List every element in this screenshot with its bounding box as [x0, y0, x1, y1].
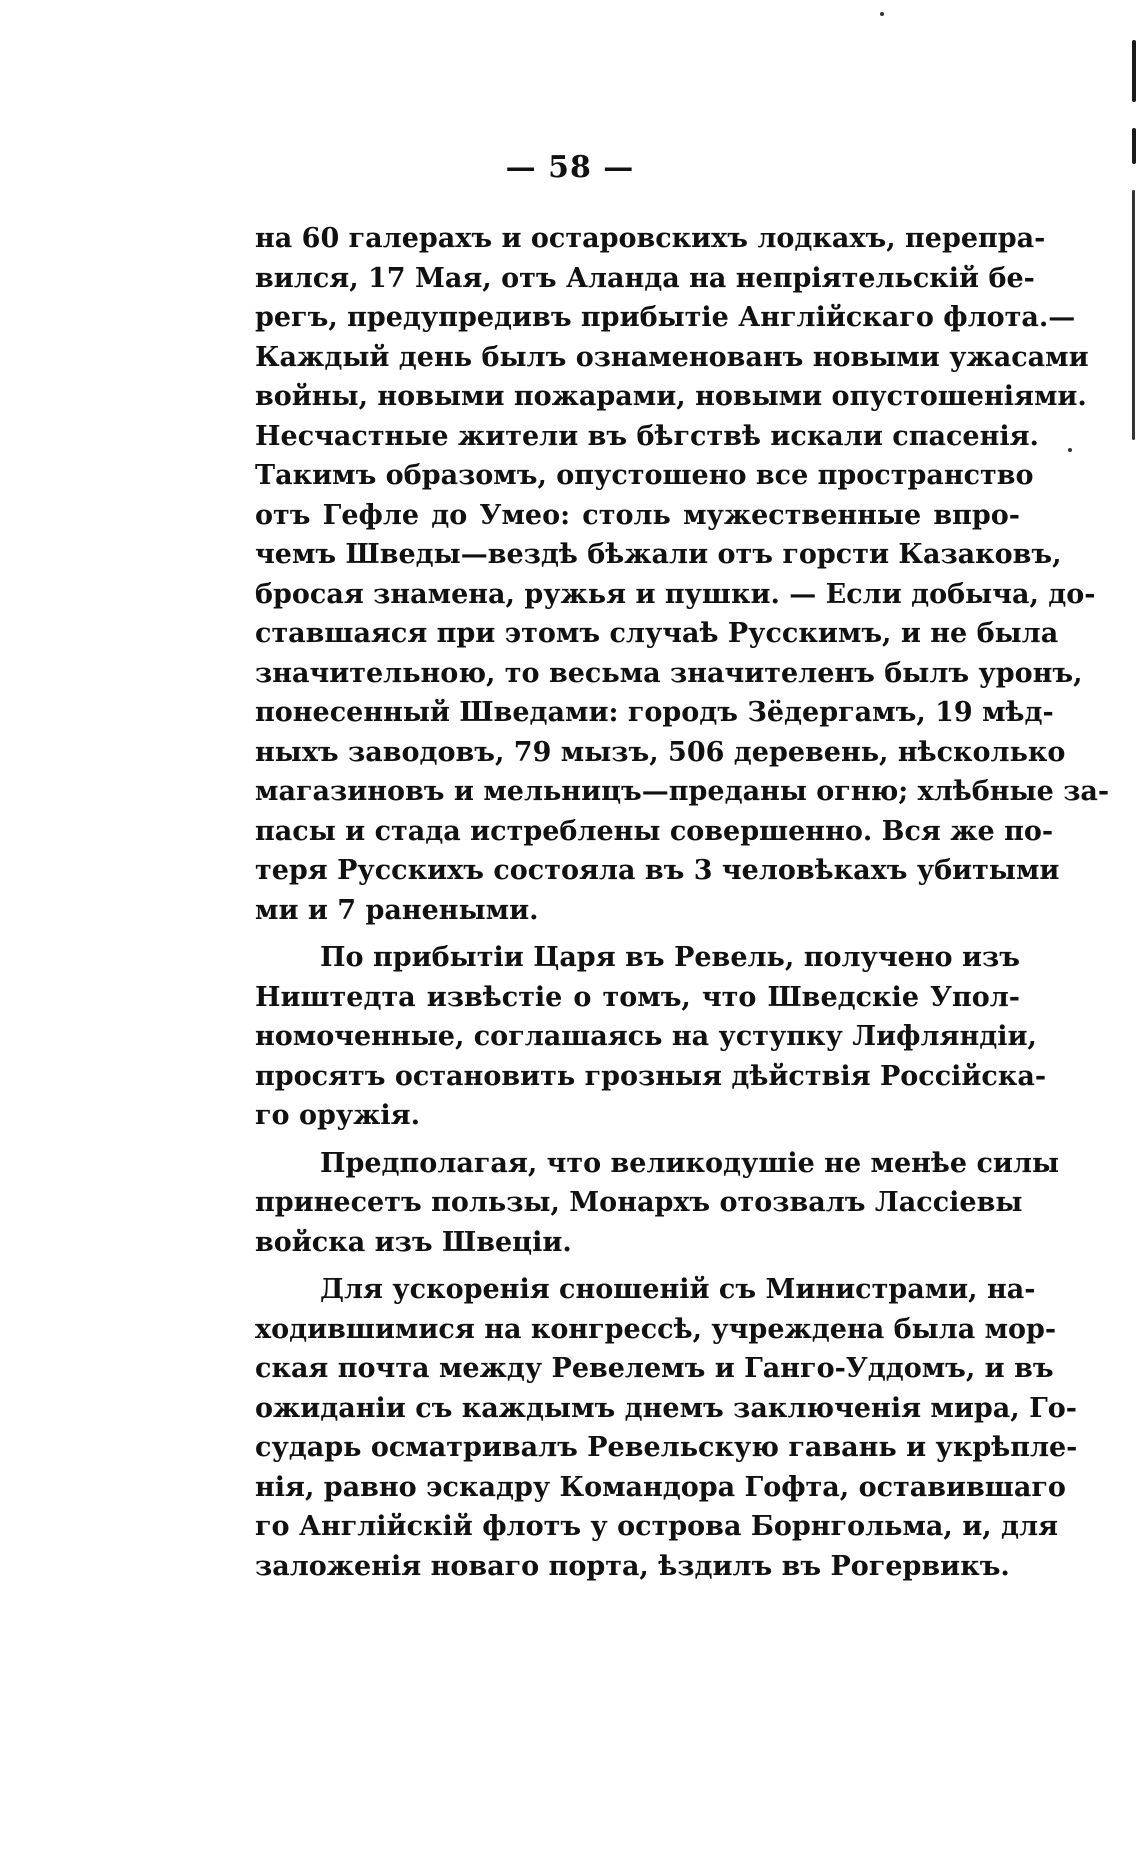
text-line: го оружія. [255, 1100, 420, 1131]
text-line: понесенный Шведами: городъ Зёдергамъ, 19 мѣд- [255, 697, 1054, 728]
text-line: регъ, предупредивъ прибытіе Англійскаго флота.— [255, 302, 1076, 333]
text-line: сударь осматривалъ Ревельскую гавань и укрѣпле- [255, 1432, 1078, 1463]
text-line: ставшаяся при этомъ случаѣ Русскимъ, и не была [255, 618, 1059, 649]
text-line: По прибытіи Царя въ Ревель, получено изъ [320, 942, 1020, 973]
page-number: — 58 — [505, 150, 635, 185]
text-line: магазиновъ и мельницъ—преданы огню; хлѣбные за- [255, 776, 1110, 807]
text-line: ожиданіи съ каждымъ днемъ заключенія мира, Го- [255, 1392, 1077, 1424]
print-speck [1068, 448, 1072, 452]
paragraph-gap [255, 1262, 1020, 1270]
text-line: нія, равно эскадру Командора Гофта, оставившаго [255, 1471, 1066, 1503]
paragraph-gap [255, 930, 1020, 938]
text-line: вился, 17 Мая, отъ Аланда на непріятельскій бе- [255, 262, 1035, 294]
print-speck [880, 12, 884, 16]
text-line: на 60 галерахъ и остаровскихъ лодкахъ, перепра- [255, 223, 1046, 254]
text-line: отъ Гефле до Умео: столь мужественные впро- [255, 499, 1020, 531]
text-line: Каждый день былъ ознаменованъ новыми ужасами [255, 341, 1089, 373]
spine-mark [1132, 40, 1136, 102]
text-line: пасы и стада истреблены совершенно. Вся же по- [255, 815, 1054, 847]
text-line: войны, новыми пожарами, новыми опустошеніями. [255, 381, 1087, 412]
text-line: принесетъ пользы, Монархъ отозвалъ Лассіевы [255, 1187, 1023, 1218]
text-line: Ништедта извѣстіе о томъ, что Шведскіе Упол- [255, 981, 1020, 1013]
paragraph [255, 938, 1047, 1136]
spine-mark [1132, 190, 1135, 440]
text-line: просятъ остановить грозныя дѣйствія Россійска- [255, 1060, 1047, 1092]
text-line: ходившимися на конгрессѣ, учреждена была мор- [255, 1313, 1057, 1345]
text-line: чемъ Шведы—вездѣ бѣжали отъ горсти Казаковъ, [255, 539, 1062, 570]
text-line: ныхъ заводовъ, 79 мызъ, 506 деревень, нѣсколько [255, 736, 1066, 768]
body-text [255, 219, 1110, 1586]
text-line: го Англійскій флотъ у острова Борнгольма, и, для [255, 1511, 1059, 1542]
paragraph [255, 1270, 1078, 1586]
text-line: ская почта между Ревелемъ и Ганго-Уддомъ, и въ [255, 1353, 1054, 1384]
text-line: бросая знамена, ружья и пушки. — Если добыча, до- [255, 578, 1096, 610]
text-line: Несчастные жители въ бѣгствѣ искали спасенія. [255, 420, 1039, 452]
paragraph-gap [255, 1136, 1020, 1144]
text-line: заложенія новаго порта, ѣздилъ въ Рогервикъ. [255, 1550, 1010, 1582]
text-line: Для ускоренія сношеній съ Министрами, на- [320, 1274, 1036, 1305]
paragraph [255, 1144, 1060, 1263]
text-line: Предполагая, что великодушіе не менѣе силы [320, 1147, 1060, 1179]
text-line: значительною, то весьма значителенъ былъ уронъ, [255, 657, 1083, 689]
text-line: Такимъ образомъ, опустошено все пространство [255, 460, 1034, 491]
paragraph [255, 219, 1110, 930]
text-line: ми и 7 ранеными. [255, 894, 539, 926]
text-line: войска изъ Швеціи. [255, 1226, 572, 1258]
text-line: номоченные, соглашаясь на уступку Лифляндіи, [255, 1021, 1037, 1052]
text-line: теря Русскихъ состояла въ 3 человѣкахъ убитыми [255, 855, 1060, 886]
